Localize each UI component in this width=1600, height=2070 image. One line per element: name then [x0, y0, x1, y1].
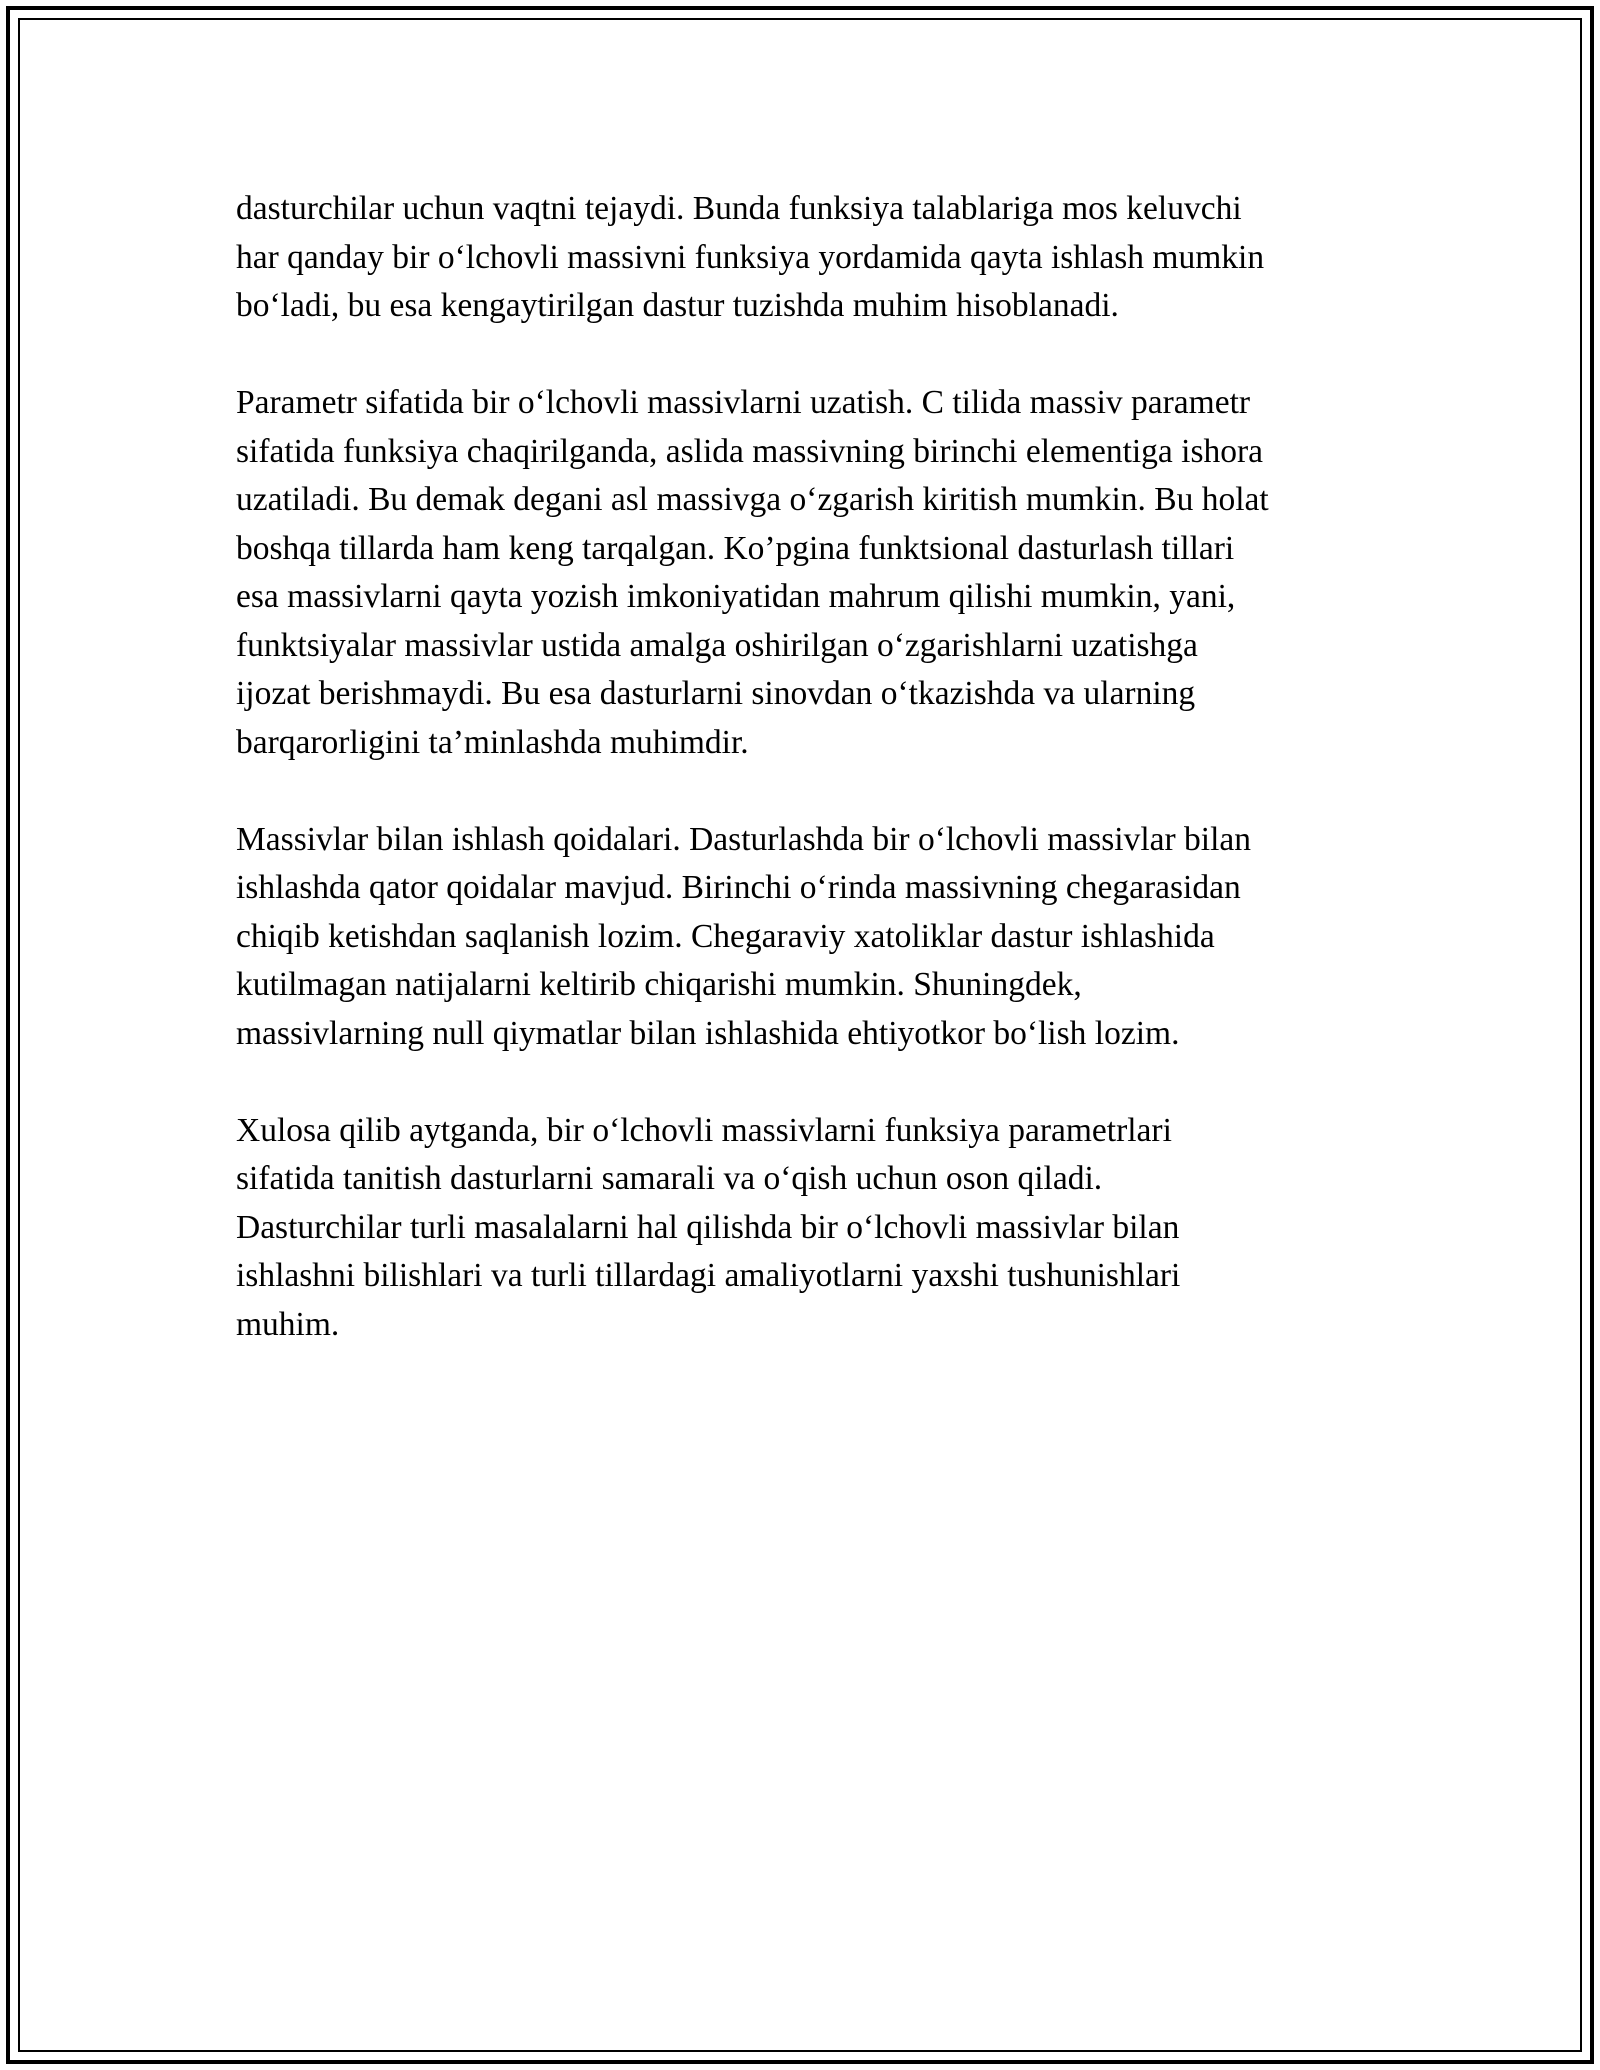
text-line: ishlashda qator qoidalar mavjud. Birinchi o‘rinda massivning chegarasidan [236, 869, 1241, 906]
text-line: sifatida tanitish dasturlarni samarali va o‘qish uchun oson qiladi. [236, 1160, 1103, 1197]
text-line: ishlashni bilishlari va turli tillardagi amaliyotlarni yaxshi tushunishlari [236, 1257, 1181, 1294]
text-line: har qanday bir o‘lchovli massivni funksiya yordamida qayta ishlash mumkin [236, 238, 1265, 276]
text-line: barqarorligini ta’minlashda muhimdir. [236, 723, 749, 761]
paragraph-1 [236, 185, 1376, 331]
text-line: Massivlar bilan ishlash qoidalari. Dasturlashda bir o‘lchovli massivlar bilan [236, 820, 1252, 858]
text-line: muhim. [236, 1305, 340, 1343]
text-line: massivlarning null qiymatlar bilan ishlashida ehtiyotkor bo‘lish lozim. [236, 1014, 1180, 1052]
text-line: kutilmagan natijalarni keltirib chiqarishi mumkin. Shuningdek, [236, 966, 1082, 1003]
text-line: Xulosa qilib aytganda, bir o‘lchovli massivlarni funksiya parametrlari [236, 1111, 1172, 1149]
text-line: sifatida funksiya chaqirilganda, aslida massivning birinchi elementiga ishora [236, 432, 1264, 470]
text-line: esa massivlarni qayta yozish imkoniyatidan mahrum qilishi mumkin, yani, [236, 578, 1236, 615]
paragraph-2 [236, 379, 1376, 767]
text-line: Parametr sifatida bir o‘lchovli massivlarni uzatish. C tilida massiv parametr [236, 384, 1251, 421]
paragraph-3 [236, 816, 1376, 1059]
text-line: Dasturchilar turli masalalarni hal qilishda bir o‘lchovli massivlar bilan [236, 1208, 1180, 1246]
text-line: bo‘ladi, bu esa kengaytirilgan dastur tuzishda muhim hisoblanadi. [236, 287, 1119, 324]
text-line: uzatiladi. Bu demak degani asl massivga o‘zgarish kiritish mumkin. Bu holat [236, 481, 1269, 518]
paragraph-4 [236, 1107, 1376, 1350]
document-body [236, 185, 1376, 1398]
text-line: chiqib ketishdan saqlanish lozim. Chegaraviy xatoliklar dastur ishlashida [236, 917, 1215, 955]
text-line: dasturchilar uchun vaqtni tejaydi. Bunda funksiya talablariga mos keluvchi [236, 190, 1242, 227]
text-line: ijozat berishmaydi. Bu esa dasturlarni sinovdan o‘tkazishda va ularning [236, 675, 1196, 712]
text-line: boshqa tillarda ham keng tarqalgan. Ko’pgina funktsional dasturlash tillari [236, 529, 1235, 567]
text-line: funktsiyalar massivlar ustida amalga oshirilgan o‘zgarishlarni uzatishga [236, 626, 1198, 664]
